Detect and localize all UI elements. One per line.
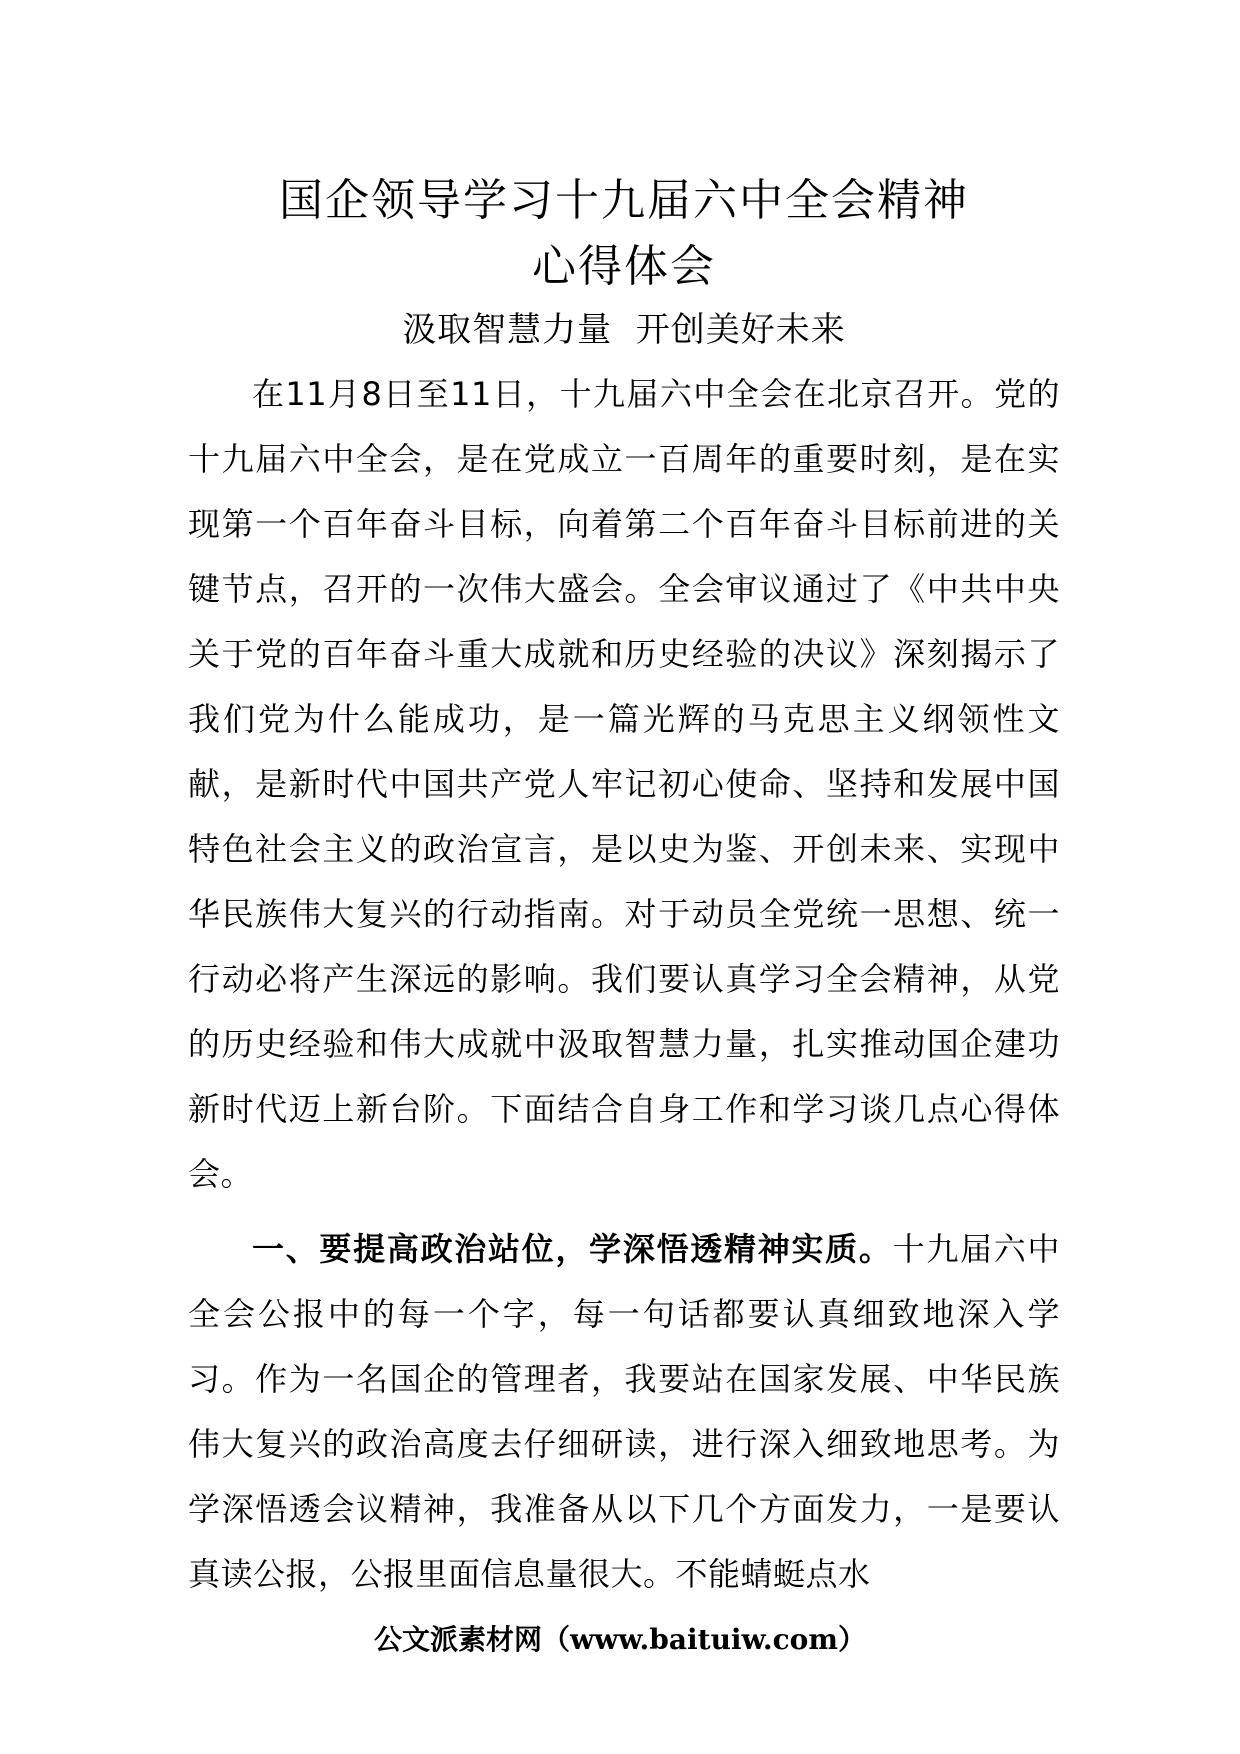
paragraph-1: 在11月8日至11日，十九届六中全会在北京召开。党的十九届六中全会，是在党成立一百周年的重要时刻，是在实现第一个百年奋斗目标，向着第二个百年奋斗目标前进的关键节点，召开的一次伟大盛会。全会审议通过了《中共中央关于党的百年奋斗重大成就和历史经验的决议》深刻揭示了我们党为什么能成功，是一篇光辉的马克思主义纲领性文献，是新时代中国共产党人牢记初心使命、坚持和发展中国特色社会主义的政治宣言，是以史为鉴、开创未来、实现中华民族伟大复兴的行动指南。对于动员全党统一思想、统一行动必将产生深远的影响。我们要认真学习全会精神，从党的历史经验和伟大成就中汲取智慧力量，扎实推动国企建功新时代迈上新台阶。下面结合自身工作和学习谈几点心得体会。 — [188, 375, 1060, 1193]
document-subtitle: 汲取智慧力量 开创美好未来 — [402, 310, 846, 350]
document-title — [188, 168, 1060, 300]
paragraph-2 — [188, 1217, 1060, 1607]
footer-watermark: 公文派素材网（www.baituiw.com） — [374, 1623, 866, 1656]
paragraph-2-heading: 一、要提高政治站位，学深悟透精神实质。 — [252, 1230, 893, 1268]
title-line-2: 心得体会 — [532, 241, 716, 292]
document-page — [188, 168, 1060, 1607]
title-line-1: 国企领导学习十九届六中全会精神 — [279, 175, 969, 226]
paragraph-2-body: 十九届六中全会公报中的每一个字，每一句话都要认真细致地深入学习。作为一名国企的管理者，我要站在国家发展、中华民族伟大复兴的政治高度去仔细研读，进行深入细致地思考。为学深悟透会议精神，我准备从以下几个方面发力，一是要认真读公报，公报里面信息量很大。不能蜻蜓点水 — [188, 1230, 1060, 1593]
